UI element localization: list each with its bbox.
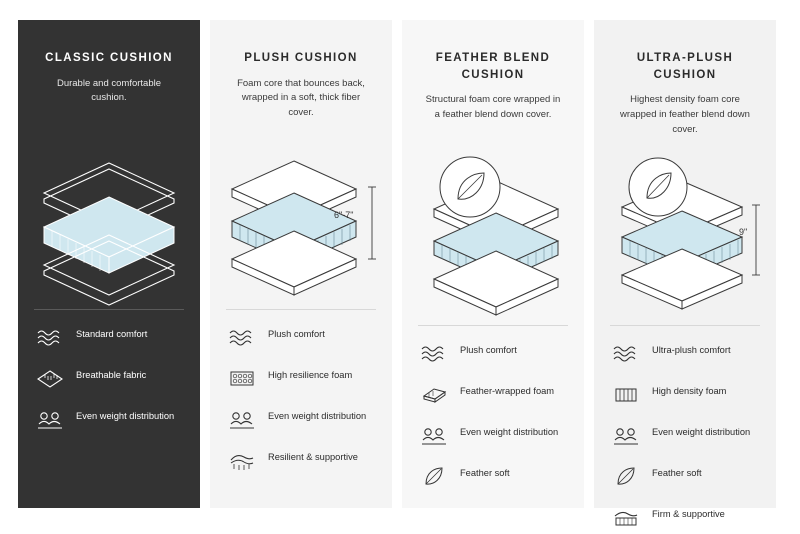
waves-icon [34, 324, 66, 350]
feature-label: High density foam [652, 386, 727, 397]
feature-label: Feather soft [460, 468, 510, 479]
card-description: Foam core that bounces back, wrapped in a soft, thick fiber cover. [237, 77, 365, 119]
cushion-diagram-classic [34, 131, 184, 301]
feature-label: Even weight distribution [268, 410, 367, 421]
feature-item [226, 365, 376, 391]
even-weight-icon [418, 422, 450, 448]
feature-item [34, 406, 184, 432]
feature-item [418, 340, 568, 366]
feature-label: Ultra-plush comfort [652, 345, 731, 356]
card-description: Structural foam core wrapped in a feather blend down cover. [425, 94, 561, 121]
even-weight-icon [34, 406, 66, 432]
feature-label: Plush comfort [460, 345, 517, 356]
card-title: FEATHER BLEND CUSHION [435, 52, 551, 81]
card-description: Durable and comfortable cushion. [56, 77, 162, 104]
feature-label: Plush comfort [268, 328, 325, 339]
resilient-support-icon [226, 447, 258, 473]
feather-icon [418, 463, 450, 489]
card-title: CLASSIC CUSHION [45, 52, 173, 64]
height-measure [368, 187, 376, 259]
feature-item [226, 324, 376, 350]
feature-list [34, 309, 184, 432]
waves-icon [418, 340, 450, 366]
waves-icon [226, 324, 258, 350]
leaf-badge [629, 158, 687, 216]
feature-list [418, 325, 568, 489]
feature-label: Breathable fabric [76, 369, 147, 380]
firm-support-icon [610, 504, 642, 530]
feature-item [418, 463, 568, 489]
feature-item [418, 422, 568, 448]
card-feather-blend-cushion[interactable] [402, 20, 584, 508]
feature-item [610, 340, 760, 366]
waves-icon [610, 340, 642, 366]
feather-wrapped-foam-icon [418, 381, 450, 407]
feature-label: Even weight distribution [652, 427, 751, 438]
card-ultra-plush-cushion[interactable] [594, 20, 776, 520]
feature-item [226, 406, 376, 432]
leaf-badge [440, 157, 500, 217]
feature-label: Firm & supportive [652, 509, 725, 520]
even-weight-icon [226, 406, 258, 432]
card-title: ULTRA-PLUSH CUSHION [636, 52, 734, 81]
feature-item [610, 381, 760, 407]
height-measure-label: 6"-7" [334, 209, 354, 220]
high-resilience-foam-icon [226, 365, 258, 391]
feature-list [610, 325, 760, 530]
breathable-fabric-icon [34, 365, 66, 391]
feature-label: Standard comfort [76, 328, 148, 339]
feature-label: High resilience foam [268, 369, 353, 380]
cushion-diagram-ultra-plush [610, 147, 760, 317]
feature-item [610, 463, 760, 489]
feature-label: Resilient & supportive [268, 451, 358, 462]
feather-icon [610, 463, 642, 489]
feature-item [34, 365, 184, 391]
feature-item [610, 422, 760, 448]
feature-label: Feather-wrapped foam [460, 386, 555, 397]
height-measure [752, 205, 760, 275]
feature-label: Even weight distribution [460, 427, 559, 438]
height-measure-label: 9" [739, 227, 748, 238]
feature-item [34, 324, 184, 350]
card-classic-cushion[interactable] [18, 20, 200, 508]
cushion-diagram-plush [226, 131, 376, 301]
feature-item [226, 447, 376, 473]
feature-label: Feather soft [652, 468, 702, 479]
feature-list [226, 309, 376, 473]
feature-item [418, 381, 568, 407]
cushion-diagram-feather-blend [418, 147, 568, 317]
even-weight-icon [610, 422, 642, 448]
card-plush-cushion[interactable] [210, 20, 392, 508]
feature-label: Even weight distribution [76, 410, 175, 421]
high-density-foam-icon [610, 381, 642, 407]
feature-item [610, 504, 760, 530]
card-title: PLUSH CUSHION [244, 52, 358, 64]
card-description: Highest density foam core wrapped in feather blend down cover. [620, 94, 750, 135]
